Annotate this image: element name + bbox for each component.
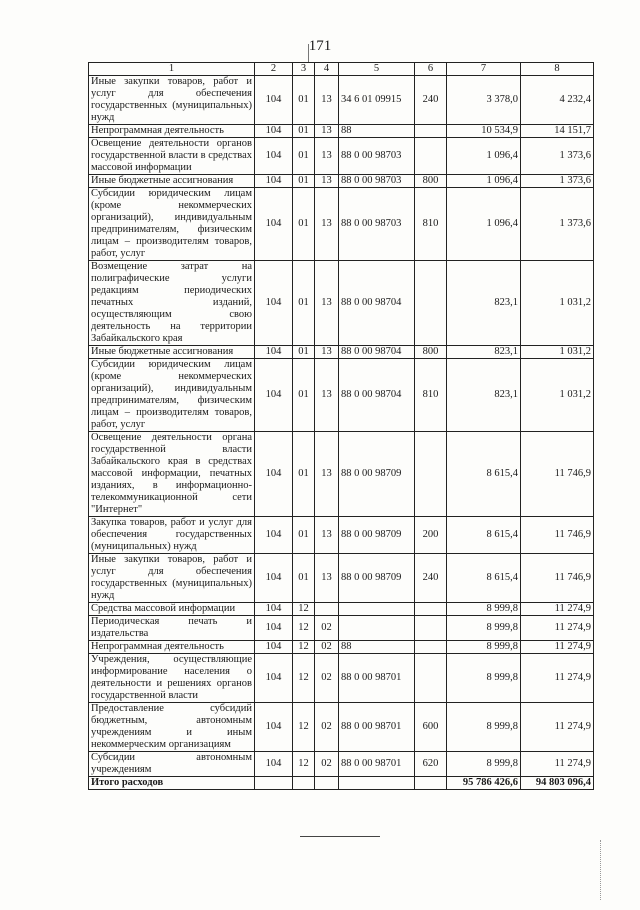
row-col-4: 13 — [315, 432, 339, 517]
row-col-5: 88 — [339, 641, 415, 654]
row-col-3: 12 — [293, 641, 315, 654]
row-col-5: 88 0 00 98709 — [339, 554, 415, 603]
row-col-8: 1 373,6 — [521, 138, 594, 175]
row-col-2: 104 — [255, 654, 293, 703]
row-name: Закупка товаров, работ и услуг для обеспечения государственных (муниципальных) нужд — [89, 517, 255, 554]
table-row — [89, 554, 594, 603]
row-col-6 — [415, 432, 447, 517]
row-col-3: 01 — [293, 138, 315, 175]
table-row — [89, 76, 594, 125]
row-col-8: 11 746,9 — [521, 554, 594, 603]
top-rule — [308, 44, 309, 62]
total-empty-5 — [339, 777, 415, 790]
row-col-5 — [339, 616, 415, 641]
header-cell-3: 3 — [293, 63, 315, 76]
row-name: Периодическая печать и издательства — [89, 616, 255, 641]
row-col-8: 11 274,9 — [521, 654, 594, 703]
table-row — [89, 752, 594, 777]
header-cell-4: 4 — [315, 63, 339, 76]
row-col-5: 88 0 00 98701 — [339, 703, 415, 752]
row-col-6: 810 — [415, 188, 447, 261]
page-number: 171 — [308, 38, 332, 54]
row-col-6 — [415, 603, 447, 616]
row-col-4: 02 — [315, 654, 339, 703]
row-col-6: 200 — [415, 517, 447, 554]
row-col-5: 88 0 00 98709 — [339, 432, 415, 517]
row-col-4: 13 — [315, 188, 339, 261]
header-cell-6: 6 — [415, 63, 447, 76]
row-col-7: 8 999,8 — [447, 641, 521, 654]
table-row — [89, 654, 594, 703]
row-col-7: 10 534,9 — [447, 125, 521, 138]
row-name: Иные закупки товаров, работ и услуг для обеспечения государственных (муниципальных) нужд — [89, 76, 255, 125]
header-cell-2: 2 — [255, 63, 293, 76]
total-empty-6 — [415, 777, 447, 790]
total-value-8: 94 803 096,4 — [521, 777, 594, 790]
row-col-7: 8 999,8 — [447, 654, 521, 703]
row-col-7: 8 999,8 — [447, 603, 521, 616]
table-row — [89, 359, 594, 432]
row-col-5: 88 0 00 98701 — [339, 654, 415, 703]
row-col-7: 823,1 — [447, 346, 521, 359]
row-col-7: 8 615,4 — [447, 517, 521, 554]
row-col-2: 104 — [255, 261, 293, 346]
row-col-6: 620 — [415, 752, 447, 777]
row-col-8: 4 232,4 — [521, 76, 594, 125]
row-name: Средства массовой информации — [89, 603, 255, 616]
row-col-2: 104 — [255, 517, 293, 554]
row-col-2: 104 — [255, 432, 293, 517]
header-cell-8: 8 — [521, 63, 594, 76]
row-col-3: 12 — [293, 752, 315, 777]
row-col-6: 240 — [415, 76, 447, 125]
row-col-3: 01 — [293, 175, 315, 188]
row-col-6: 600 — [415, 703, 447, 752]
row-col-2: 104 — [255, 346, 293, 359]
total-empty-2 — [255, 777, 293, 790]
row-col-8: 11 274,9 — [521, 703, 594, 752]
row-name: Возмещение затрат на полиграфические услуги редакциям периодических печатных изданий, осуществляющим свою деятельность на территории Забайкальского края — [89, 261, 255, 346]
row-col-7: 8 999,8 — [447, 616, 521, 641]
row-col-2: 104 — [255, 138, 293, 175]
row-col-7: 8 999,8 — [447, 752, 521, 777]
total-value-7: 95 786 426,6 — [447, 777, 521, 790]
row-col-8: 1 373,6 — [521, 175, 594, 188]
row-col-7: 8 999,8 — [447, 703, 521, 752]
row-col-3: 01 — [293, 554, 315, 603]
table-row — [89, 175, 594, 188]
row-col-8: 1 031,2 — [521, 359, 594, 432]
row-col-7: 3 378,0 — [447, 76, 521, 125]
row-col-7: 8 615,4 — [447, 554, 521, 603]
margin-dots — [600, 840, 602, 900]
row-col-3: 12 — [293, 703, 315, 752]
row-col-3: 01 — [293, 76, 315, 125]
row-col-8: 1 031,2 — [521, 346, 594, 359]
row-col-5: 88 — [339, 125, 415, 138]
row-col-6 — [415, 641, 447, 654]
row-col-8: 1 373,6 — [521, 188, 594, 261]
table-row — [89, 616, 594, 641]
row-col-7: 823,1 — [447, 359, 521, 432]
total-empty-3 — [293, 777, 315, 790]
row-col-3: 01 — [293, 517, 315, 554]
row-col-7: 8 615,4 — [447, 432, 521, 517]
row-col-2: 104 — [255, 125, 293, 138]
table-row — [89, 603, 594, 616]
row-col-3: 01 — [293, 359, 315, 432]
row-col-5: 88 0 00 98703 — [339, 138, 415, 175]
row-col-8: 11 274,9 — [521, 603, 594, 616]
row-col-3: 01 — [293, 432, 315, 517]
table-row — [89, 641, 594, 654]
row-col-2: 104 — [255, 703, 293, 752]
row-col-2: 104 — [255, 616, 293, 641]
row-col-7: 823,1 — [447, 261, 521, 346]
row-col-6 — [415, 138, 447, 175]
table-row — [89, 517, 594, 554]
row-col-5: 88 0 00 98704 — [339, 359, 415, 432]
budget-table — [88, 62, 594, 790]
row-col-4: 13 — [315, 175, 339, 188]
row-col-6 — [415, 125, 447, 138]
row-col-3: 12 — [293, 654, 315, 703]
row-name: Непрограммная деятельность — [89, 641, 255, 654]
row-name: Освещение деятельности органа государственной власти Забайкальского края в средствах массовой информации, печатных изданиях, в информационно-телекоммуникационной сети "Интернет" — [89, 432, 255, 517]
row-col-4: 13 — [315, 138, 339, 175]
header-cell-7: 7 — [447, 63, 521, 76]
row-col-6 — [415, 654, 447, 703]
row-col-2: 104 — [255, 752, 293, 777]
row-name: Предоставление субсидий бюджетным, автономным учреждениям и иным некоммерческим организациям — [89, 703, 255, 752]
row-col-6: 240 — [415, 554, 447, 603]
row-col-8: 1 031,2 — [521, 261, 594, 346]
row-col-7: 1 096,4 — [447, 175, 521, 188]
row-col-5: 88 0 00 98704 — [339, 261, 415, 346]
row-col-4: 02 — [315, 703, 339, 752]
row-col-3: 01 — [293, 346, 315, 359]
row-col-4 — [315, 603, 339, 616]
row-col-3: 12 — [293, 616, 315, 641]
row-col-2: 104 — [255, 188, 293, 261]
row-col-5 — [339, 603, 415, 616]
row-col-8: 14 151,7 — [521, 125, 594, 138]
table-row — [89, 125, 594, 138]
table-row — [89, 138, 594, 175]
row-name: Иные бюджетные ассигнования — [89, 346, 255, 359]
row-col-6: 800 — [415, 175, 447, 188]
row-col-5: 88 0 00 98709 — [339, 517, 415, 554]
row-name: Субсидии юридическим лицам (кроме некоммерческих организаций), индивидуальным предпринимателям, физическим лицам – производителям товаров, работ, услуг — [89, 188, 255, 261]
row-col-3: 01 — [293, 188, 315, 261]
row-col-6: 810 — [415, 359, 447, 432]
row-col-3: 12 — [293, 603, 315, 616]
row-col-4: 13 — [315, 261, 339, 346]
row-col-6: 800 — [415, 346, 447, 359]
total-label: Итого расходов — [89, 777, 255, 790]
row-col-5: 88 0 00 98703 — [339, 188, 415, 261]
row-col-2: 104 — [255, 641, 293, 654]
row-col-7: 1 096,4 — [447, 188, 521, 261]
row-name: Освещение деятельности органов государственной власти в средствах массовой информации — [89, 138, 255, 175]
row-col-8: 11 746,9 — [521, 432, 594, 517]
row-col-5: 34 6 01 09915 — [339, 76, 415, 125]
row-name: Учреждения, осуществляющие информирование населения о деятельности и решениях органов государственной власти — [89, 654, 255, 703]
table-row — [89, 432, 594, 517]
row-col-4: 02 — [315, 641, 339, 654]
row-col-4: 13 — [315, 125, 339, 138]
row-col-2: 104 — [255, 554, 293, 603]
row-col-4: 13 — [315, 359, 339, 432]
row-col-5: 88 0 00 98704 — [339, 346, 415, 359]
row-col-4: 02 — [315, 752, 339, 777]
table-body — [89, 76, 594, 777]
row-col-4: 13 — [315, 554, 339, 603]
total-empty-4 — [315, 777, 339, 790]
row-name: Субсидии автономным учреждениям — [89, 752, 255, 777]
row-col-6 — [415, 616, 447, 641]
row-col-5: 88 0 00 98703 — [339, 175, 415, 188]
row-col-4: 13 — [315, 517, 339, 554]
table-row — [89, 188, 594, 261]
row-name: Непрограммная деятельность — [89, 125, 255, 138]
row-col-8: 11 274,9 — [521, 641, 594, 654]
row-name: Иные бюджетные ассигнования — [89, 175, 255, 188]
row-name: Иные закупки товаров, работ и услуг для обеспечения государственных (муниципальных) нужд — [89, 554, 255, 603]
row-name: Субсидии юридическим лицам (кроме некоммерческих организаций), индивидуальным предпринимателям, физическим лицам – производителям товаров, работ, услуг — [89, 359, 255, 432]
row-col-2: 104 — [255, 603, 293, 616]
row-col-2: 104 — [255, 359, 293, 432]
row-col-4: 13 — [315, 76, 339, 125]
row-col-8: 11 746,9 — [521, 517, 594, 554]
table-row — [89, 346, 594, 359]
total-row — [89, 777, 594, 790]
row-col-8: 11 274,9 — [521, 752, 594, 777]
row-col-2: 104 — [255, 76, 293, 125]
row-col-3: 01 — [293, 125, 315, 138]
header-cell-5: 5 — [339, 63, 415, 76]
row-col-2: 104 — [255, 175, 293, 188]
row-col-8: 11 274,9 — [521, 616, 594, 641]
row-col-5: 88 0 00 98701 — [339, 752, 415, 777]
row-col-3: 01 — [293, 261, 315, 346]
table-row — [89, 703, 594, 752]
header-row — [89, 63, 594, 76]
footer-line — [300, 836, 380, 837]
header-cell-1: 1 — [89, 63, 255, 76]
row-col-6 — [415, 261, 447, 346]
row-col-4: 13 — [315, 346, 339, 359]
table-row — [89, 261, 594, 346]
row-col-7: 1 096,4 — [447, 138, 521, 175]
row-col-4: 02 — [315, 616, 339, 641]
